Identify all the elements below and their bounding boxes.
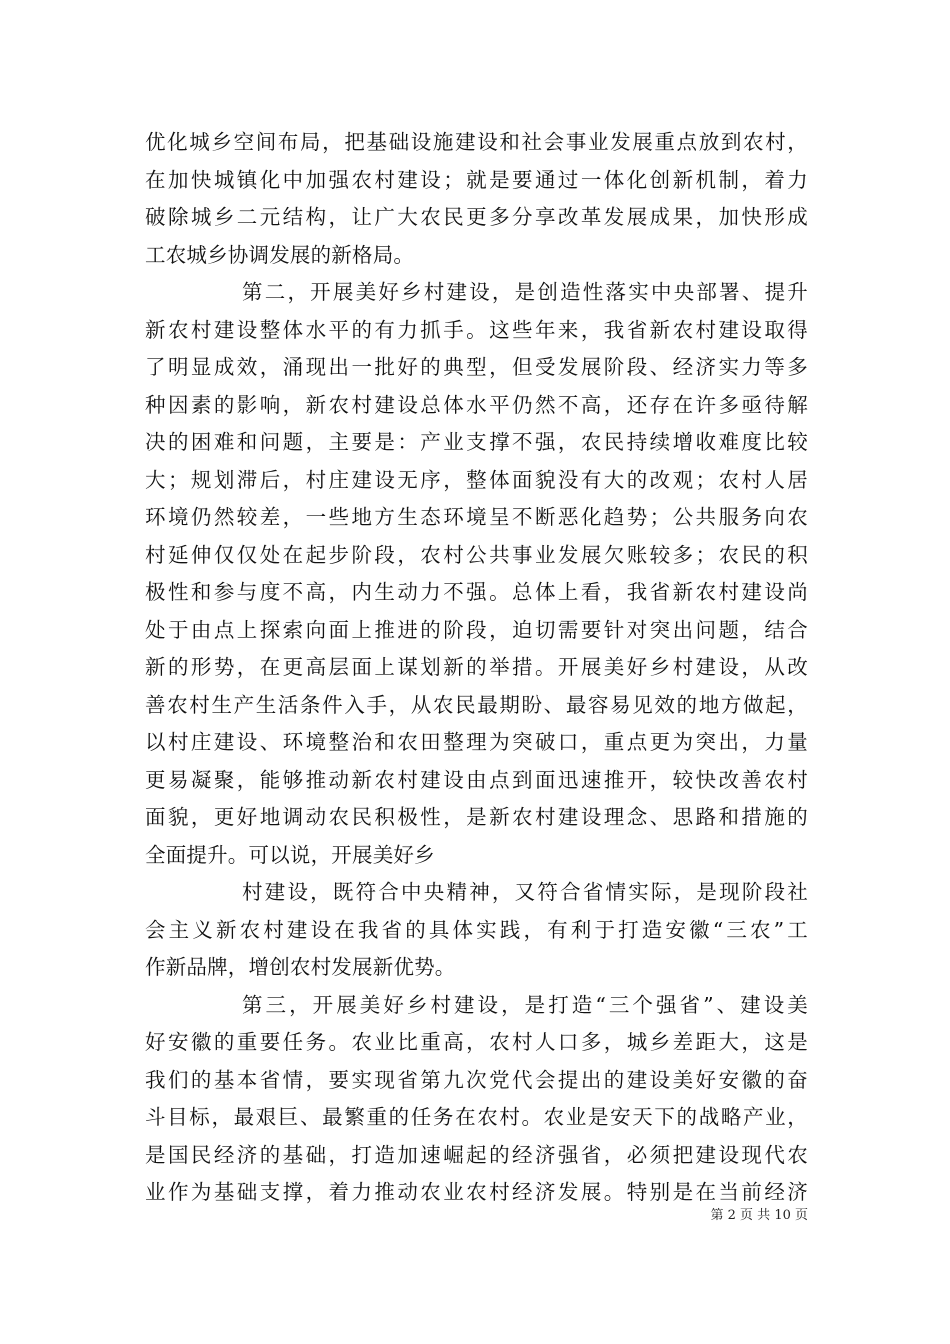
text-line: 优化城乡空间布局，把基础设施建设和社会事业发展重点放到农村， [145, 130, 808, 154]
text-line: 在加快城镇化中加强农村建设；就是要通过一体化创新机制，着力 [145, 167, 808, 192]
paragraph-start-line: 村建设，既符合中央精神，又符合省情实际，是现阶段社 [242, 880, 808, 904]
text-line: 作新品牌，增创农村发展新优势。 [145, 955, 456, 979]
text-line: 善农村生产生活条件入手，从农民最期盼、最容易见效的地方做起， [145, 692, 808, 717]
paragraph-start-line: 第三，开展美好乡村建设，是打造“三个强省”、建设美 [242, 992, 808, 1017]
text-line: 新农村建设整体水平的有力抓手。这些年来，我省新农村建设取得 [145, 317, 808, 342]
page-number: 第 2 页 共 10 页 [710, 1208, 808, 1223]
text-line: 村延伸仅仅处在起步阶段，农村公共事业发展欠账较多；农民的积 [145, 542, 808, 567]
text-line: 种因素的影响，新农村建设总体水平仍然不高，还存在许多亟待解 [145, 392, 808, 417]
text-line: 处于由点上探索向面上推进的阶段，迫切需要针对突出问题，结合 [145, 617, 808, 642]
text-line: 面貌，更好地调动农民积极性，是新农村建设理念、思路和措施的 [145, 805, 808, 829]
text-line: 环境仍然较差，一些地方生态环境呈不断恶化趋势；公共服务向农 [145, 505, 808, 529]
text-line: 业作为基础支撑，着力推动农业农村经济发展。特别是在当前经济 [145, 1180, 808, 1204]
text-line: 破除城乡二元结构，让广大农民更多分享改革发展成果，加快形成 [145, 205, 808, 229]
text-line: 是国民经济的基础，打造加速崛起的经济强省，必须把建设现代农 [145, 1142, 808, 1167]
text-line: 极性和参与度不高，内生动力不强。总体上看，我省新农村建设尚 [145, 580, 808, 604]
text-line: 决的困难和问题，主要是：产业支撑不强，农民持续增收难度比较 [145, 430, 808, 454]
text-line: 新的形势，在更高层面上谋划新的举措。开展美好乡村建设，从改 [145, 655, 808, 679]
text-line: 会主义新农村建设在我省的具体实践，有利于打造安徽“三农”工 [145, 917, 808, 942]
document-body [145, 124, 808, 1212]
text-line: 全面提升。可以说，开展美好乡 [145, 842, 435, 867]
paragraph-start-line: 第二，开展美好乡村建设，是创造性落实中央部署、提升 [242, 280, 808, 304]
text-line: 大；规划滞后，村庄建设无序，整体面貌没有大的改观；农村人居 [145, 467, 808, 492]
text-line: 工农城乡协调发展的新格局。 [145, 242, 415, 267]
text-line: 好安徽的重要任务。农业比重高，农村人口多，城乡差距大，这是 [145, 1030, 808, 1054]
text-line: 更易凝聚，能够推动新农村建设由点到面迅速推开，较快改善农村 [145, 767, 808, 792]
text-line: 了明显成效，涌现出一批好的典型，但受发展阶段、经济实力等多 [145, 355, 808, 379]
text-line: 我们的基本省情，要实现省第九次党代会提出的建设美好安徽的奋 [145, 1067, 808, 1092]
text-line: 以村庄建设、环境整治和农田整理为突破口，重点更为突出，力量 [145, 730, 808, 754]
text-line: 斗目标，最艰巨、最繁重的任务在农村。农业是安天下的战略产业， [145, 1105, 808, 1129]
